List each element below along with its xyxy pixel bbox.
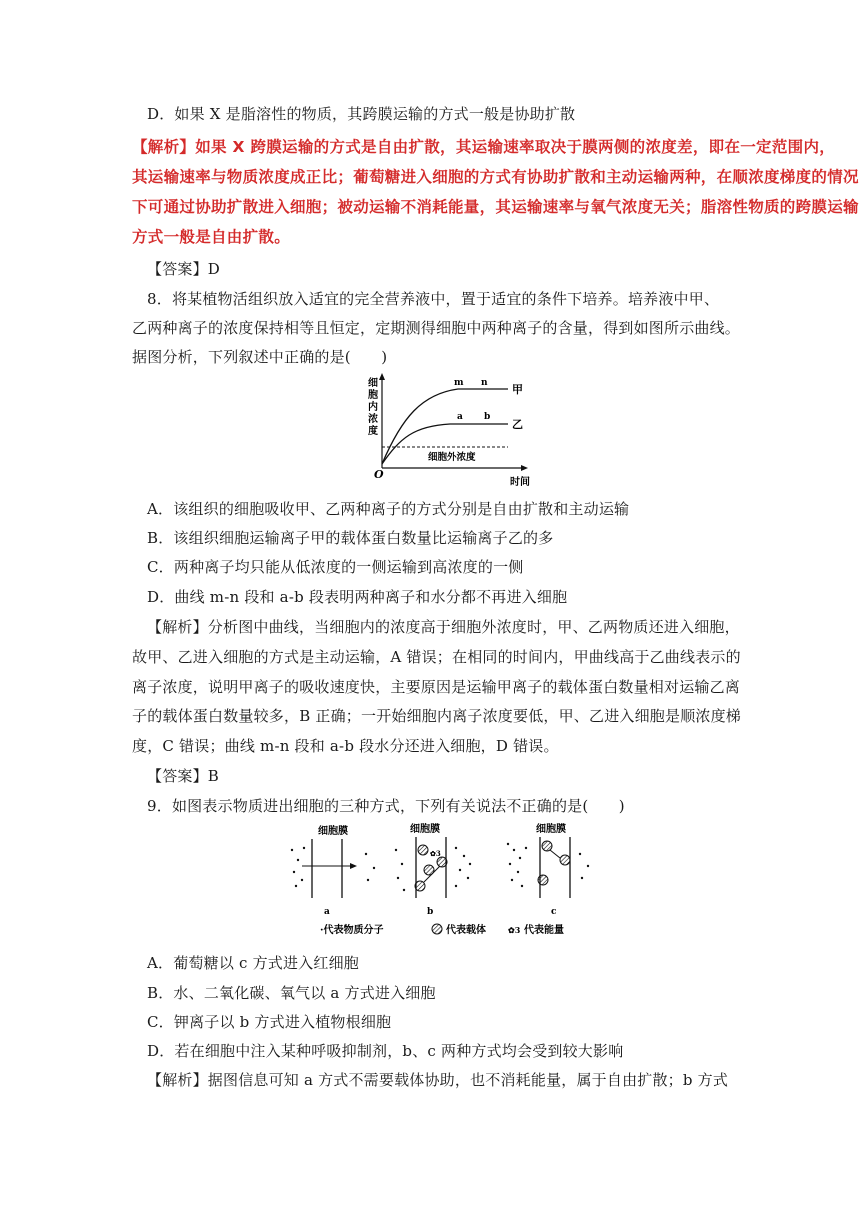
q7-answer: 【答案】D — [147, 260, 221, 278]
q8-answer: 【答案】B — [147, 767, 220, 785]
q9-panel-b — [395, 822, 471, 917]
q8-curve-jia-label: 甲 — [512, 383, 523, 396]
q8-label-m: m — [454, 378, 464, 388]
q8-ylabel-char-2: 胞 — [368, 390, 378, 401]
q9-legend-carrier-icon — [432, 924, 442, 934]
q8-origin-label: O — [374, 468, 384, 481]
q9-option-b: B．水、二氧化碳、氧气以 a 方式进入细胞 — [147, 984, 436, 1002]
q8-ylabel-char-5: 度 — [368, 426, 378, 437]
q9-panel-b-label: b — [427, 907, 434, 917]
q8-y-arrow — [379, 373, 385, 380]
q8-label-b: b — [484, 412, 491, 422]
q9-membrane-label-c: 细胞膜 — [536, 824, 566, 835]
q9-legend-energy: 代表能量 — [524, 925, 564, 936]
q9-option-d: D．若在细胞中注入某种呼吸抑制剂，b、c 两种方式均会受到较大影响 — [147, 1042, 624, 1060]
q9-stem: 9．如图表示物质进出细胞的三种方式，下列有关说法不正确的是( ) — [147, 797, 625, 815]
q9-legend-molecule: ·代表物质分子 — [320, 925, 384, 936]
q7-analysis-line-2: 其运输速率与物质浓度成正比；葡萄糖进入细胞的方式有协助扩散和主动运输两种，在顺浓度梯度的情况 — [132, 168, 859, 186]
q7-analysis-line-3: 下可通过协助扩散进入细胞；被动运输不消耗能量，其运输速率与氧气浓度无关；脂溶性物质的跨膜运输 — [132, 198, 859, 216]
q8-analysis-line-5: 度，C 错误；曲线 m-n 段和 a-b 段水分还进入细胞，D 错误。 — [132, 737, 559, 755]
q8-ylabel-char-1: 细 — [368, 378, 378, 389]
q9-membrane-label-a: 细胞膜 — [318, 826, 348, 837]
q7-option-d: D．如果 X 是脂溶性的物质，其跨膜运输的方式一般是协助扩散 — [147, 105, 576, 123]
svg-text:✿3: ✿3 — [430, 849, 441, 858]
q8-analysis-line-1: 【解析】分析图中曲线，当细胞内的浓度高于细胞外浓度时，甲、乙两物质还进入细胞， — [147, 618, 740, 636]
q9-panel-c-label: c — [551, 907, 557, 917]
q8-analysis-line-4: 子的载体蛋白数量较多，B 正确；一开始细胞内离子浓度要低，甲、乙进入细胞是顺浓度梯 — [132, 707, 741, 725]
q8-label-a: a — [457, 412, 463, 422]
q9-transport-figure — [284, 820, 596, 940]
q8-ylabel-char-4: 浓 — [368, 414, 378, 425]
q8-xlabel: 时间 — [510, 477, 530, 488]
q8-option-b: B．该组织细胞运输离子甲的载体蛋白数量比运输离子乙的多 — [147, 529, 554, 547]
q9-option-c: C．钾离子以 b 方式进入植物根细胞 — [147, 1013, 392, 1031]
q8-x-arrow — [521, 465, 528, 471]
q9-legend-energy-icon: ✿3 — [508, 925, 521, 935]
q8-option-d: D．曲线 m-n 段和 a-b 段表明两种离子和水分都不再进入细胞 — [147, 588, 568, 606]
q9-legend — [320, 923, 564, 936]
q9-panel-a-label: a — [324, 907, 330, 917]
q7-analysis-line-1: 【解析】如果 X 跨膜运输的方式是自由扩散，其运输速率取决于膜两侧的浓度差，即在一定范围内， — [132, 138, 836, 156]
q9-panel-a — [291, 824, 375, 917]
q7-analysis-line-4: 方式一般是自由扩散。 — [132, 228, 291, 246]
q8-curve-yi-label: 乙 — [512, 418, 523, 431]
q8-label-n: n — [481, 378, 488, 388]
q8-stem-line-3: 据图分析，下列叙述中正确的是( ) — [132, 348, 388, 366]
q8-analysis-line-2: 故甲、乙进入细胞的方式是主动运输，A 错误；在相同的时间内，甲曲线高于乙曲线表示的 — [132, 648, 741, 666]
q8-ylabel-char-3: 内 — [368, 402, 378, 413]
q8-stem-line-2: 乙两种离子的浓度保持相等且恒定，定期测得细胞中两种离子的含量，得到如图所示曲线。 — [132, 319, 741, 337]
q8-option-a: A．该组织的细胞吸收甲、乙两种离子的方式分别是自由扩散和主动运输 — [147, 500, 630, 518]
q8-option-c: C．两种离子均只能从低浓度的一侧运输到高浓度的一侧 — [147, 558, 524, 576]
q9-analysis-start: 【解析】据图信息可知 a 方式不需要载体协助，也不消耗能量，属于自由扩散；b 方式 — [147, 1071, 729, 1089]
q8-outside-label: 细胞外浓度 — [428, 452, 476, 463]
q8-stem-line-1: 8．将某植物活组织放入适宜的完全营养液中，置于适宜的条件下培养。培养液中甲、 — [147, 290, 720, 308]
q9-legend-carrier: 代表载体 — [446, 925, 486, 936]
q8-concentration-graph — [362, 372, 534, 488]
q9-panel-c — [507, 822, 589, 917]
q9-membrane-label-b: 细胞膜 — [410, 824, 440, 835]
q8-analysis-line-3: 离子浓度，说明甲离子的吸收速度快，主要原因是运输甲离子的载体蛋白数量相对运输乙离 — [132, 678, 741, 696]
q9-option-a: A．葡萄糖以 c 方式进入红细胞 — [147, 954, 359, 972]
